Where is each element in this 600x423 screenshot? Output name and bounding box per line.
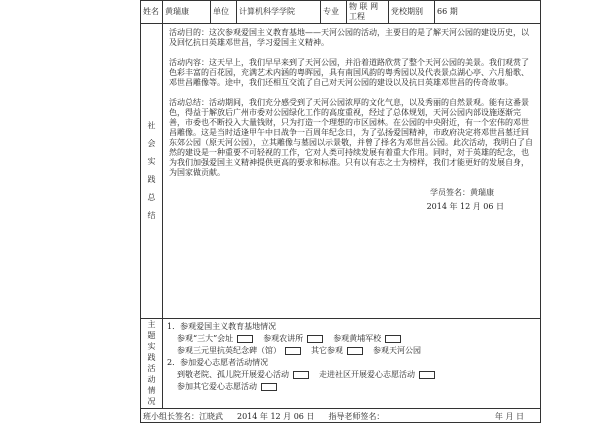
checkbox[interactable] bbox=[307, 335, 323, 343]
activities-body bbox=[163, 319, 541, 409]
content-paragraph: 活动内容：这天早上，我们早早来到了天河公园，并沿着道路欣赏了整个天河公园的美景。我们观赏了色彩丰富的百花园，充满艺术内涵的粤晖园，具有南国风韵的粤秀园以及代表景点湖心亭、六月船歌、邓世昌雕像等。途中，我们还相互交流了自己对天河公园的建设以及抗日英雄邓世昌的传奇故事。 bbox=[169, 58, 529, 87]
section2-title: 2．参加爱心志愿者活动情况 bbox=[167, 358, 269, 367]
teacher-date: 年 月 日 bbox=[494, 412, 524, 421]
practice-form-table bbox=[140, 0, 541, 423]
unit-value: 计算机科学学院 bbox=[237, 1, 321, 24]
checkbox[interactable] bbox=[237, 335, 253, 343]
side-char: 社 bbox=[147, 121, 156, 130]
section2-row-2 bbox=[177, 382, 536, 392]
major-value: 物 联 网 工程 bbox=[347, 1, 389, 24]
section1-row-1 bbox=[177, 334, 536, 344]
option-label: 参观农讲所 bbox=[263, 334, 304, 343]
side-char: 主 bbox=[147, 320, 156, 329]
group-leader-date: 2014 年 12 月 06 日 bbox=[237, 412, 315, 421]
side-char: 践 bbox=[147, 353, 156, 362]
name-value: 黄瑞康 bbox=[163, 1, 211, 24]
side-char: 动 bbox=[147, 375, 156, 384]
side-char: 实 bbox=[147, 342, 156, 351]
checkbox[interactable] bbox=[285, 347, 301, 355]
unit-label: 单位 bbox=[211, 1, 237, 24]
option-label: 参加其它爱心志愿活动 bbox=[177, 382, 257, 391]
footer bbox=[143, 409, 538, 422]
side-char: 实 bbox=[147, 157, 156, 166]
practice-summary-body bbox=[163, 24, 541, 319]
side-char: 情 bbox=[147, 386, 156, 395]
signature-date: 2014 年 12 月 06 日 bbox=[426, 202, 504, 211]
practice-side-label bbox=[141, 24, 163, 319]
option-label: 参观三元里抗英纪念碑（馆） bbox=[177, 346, 281, 355]
period-value: 66 期 bbox=[435, 1, 541, 24]
option-label: 其它参观 bbox=[311, 346, 343, 355]
option-label: 参观黄埔军校 bbox=[333, 334, 382, 343]
footer-row bbox=[141, 409, 541, 423]
option-label: 参观天河公园 bbox=[373, 346, 421, 355]
checkbox[interactable] bbox=[419, 371, 435, 379]
checkbox[interactable] bbox=[293, 371, 309, 379]
period-label: 党校期别 bbox=[389, 1, 435, 24]
side-char: 活 bbox=[147, 364, 156, 373]
section2-row-1 bbox=[177, 370, 536, 380]
activities-side-label bbox=[141, 319, 163, 409]
side-char: 况 bbox=[147, 397, 156, 406]
checkbox[interactable] bbox=[261, 383, 277, 391]
purpose-paragraph: 活动目的：这次参观爱国主义教育基地——天河公园的活动，主要目的是了解天河公园的建设历史，以及回忆抗日英雄邓世昌，学习爱国主义精神。 bbox=[169, 28, 529, 47]
option-label: 到敬老院、孤儿院开展爱心活动 bbox=[177, 370, 289, 379]
name-label: 姓名 bbox=[141, 1, 163, 24]
summary-paragraph: 活动总结：活动期间，我们充分感受到了天河公园浓厚的文化气息，以及秀丽的自然景观。能有这番景色，得益于解放后广州市委对公园绿化工作的高度重视，经过了总体规划，天河公园内部设施逐渐完善，市委也不断投入大量钱财，只为打造一个理想的市区园林。在公园的中央附近，有一个宏伟的邓世昌雕像。这是当时适逢甲午中日战争一百周年纪念日，为了弘扬爱国精神，市政府决定将邓世昌墓迁回东郊公园（原天河公园），立其雕像与墓园以示景敬，并曾了择名为邓世昌公园。此次活动，我明白了自然的建设是一种重要不可轻视的工作，它对人类可持续发展有着重大作用。同时，对于英雄的纪念，也为我们加强爱国主义精神提供更高的要求和标准。只有以有志之士为榜样，我们才能更好的发展自身，为国家做贡献。 bbox=[169, 98, 533, 177]
side-char: 践 bbox=[147, 175, 156, 184]
side-char: 题 bbox=[147, 331, 156, 340]
teacher-signature: 指导老师签名： bbox=[328, 412, 385, 421]
student-signature: 学员签名：黄瑞康 bbox=[430, 188, 494, 197]
group-leader-signature: 班小组长签名：江晓武 bbox=[143, 412, 223, 421]
major-label: 专业 bbox=[321, 1, 347, 24]
option-label: 走进社区开展爱心志愿活动 bbox=[319, 370, 415, 379]
side-char: 会 bbox=[147, 139, 156, 148]
section1-row-2 bbox=[177, 346, 536, 356]
side-char: 结 bbox=[147, 211, 156, 220]
side-char: 总 bbox=[147, 193, 156, 202]
checkbox[interactable] bbox=[385, 335, 401, 343]
section1-title: 1．参观爱国主义教育基地情况 bbox=[167, 322, 277, 331]
checkbox[interactable] bbox=[347, 347, 363, 355]
option-label: 参观“三大”会址 bbox=[177, 334, 234, 343]
